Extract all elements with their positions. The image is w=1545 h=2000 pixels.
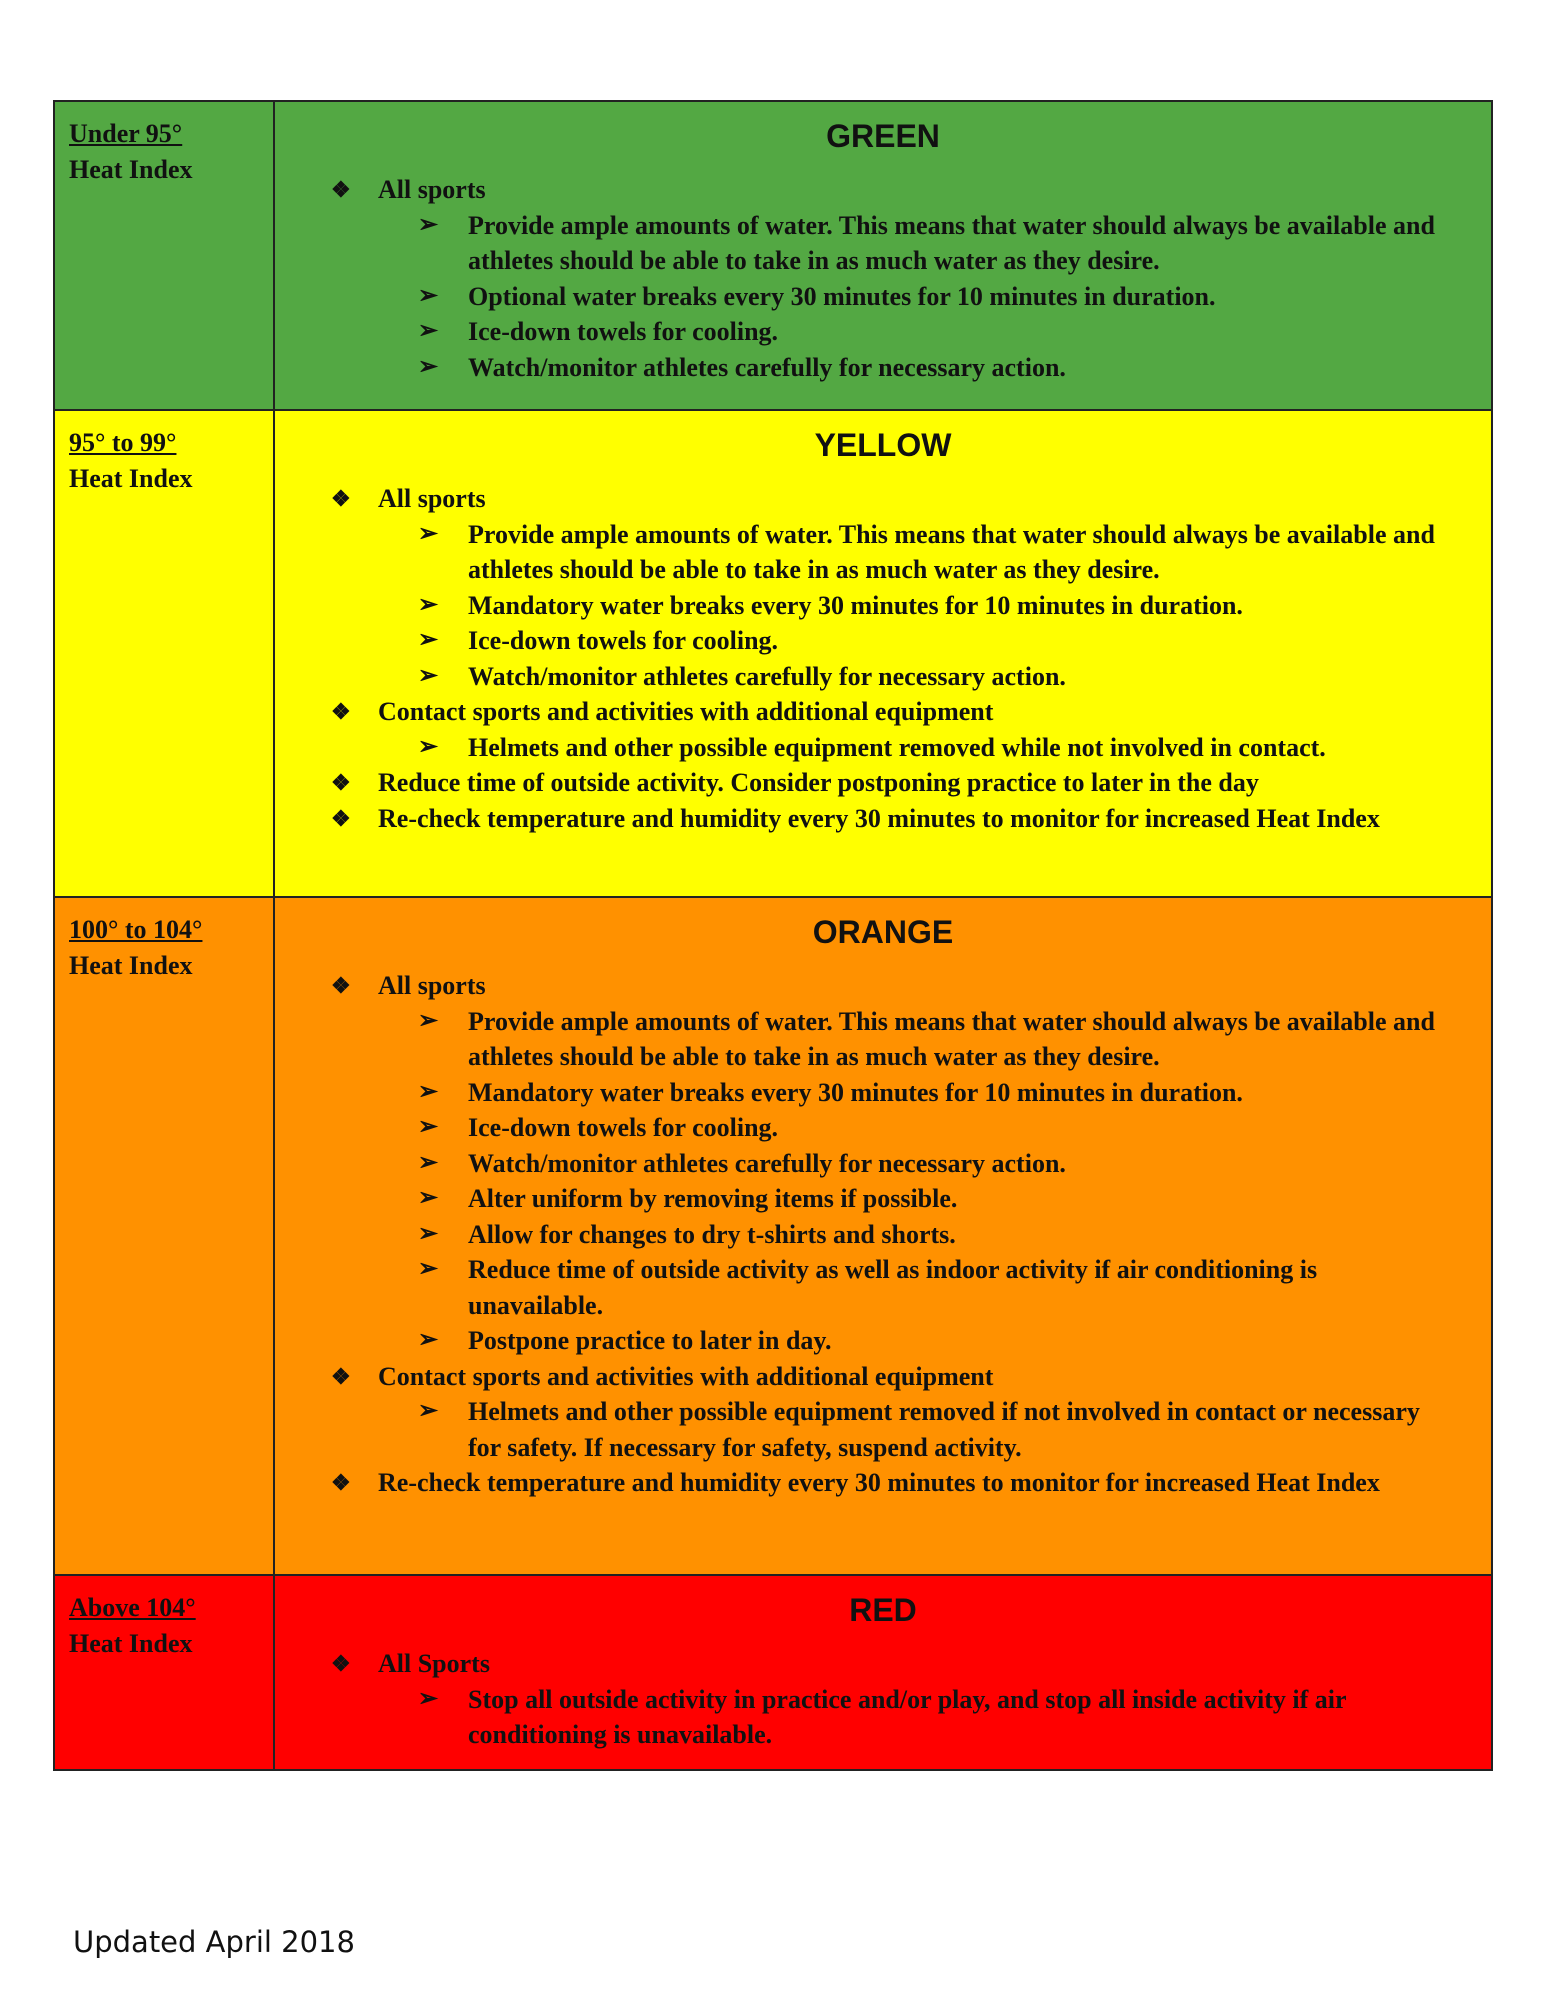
guidance-item — [275, 1217, 1451, 1253]
level-title: YELLOW — [814, 427, 952, 463]
arrowhead-bullet-icon: ➢ — [418, 353, 439, 380]
heat-range-cell — [54, 1575, 274, 1770]
arrowhead-bullet-icon: ➢ — [418, 1007, 439, 1034]
guidance-item — [275, 1252, 1451, 1323]
guidance-group — [275, 481, 1451, 517]
heat-index-label: Heat Index — [69, 155, 193, 184]
heat-guidance-cell — [274, 1575, 1492, 1770]
arrowhead-bullet-icon: ➢ — [418, 591, 439, 618]
arrowhead-bullet-icon: ➢ — [418, 318, 439, 344]
guidance-list — [275, 952, 1491, 1517]
footer-updated-date: Updated April 2018 — [73, 1925, 355, 1959]
guidance-group-label: Reduce time of outside activity. Consider postponing practice to later in the day — [378, 768, 1259, 797]
heat-guidance-cell — [274, 897, 1492, 1575]
guidance-list — [275, 156, 1491, 401]
level-title: GREEN — [826, 118, 940, 154]
guidance-group-label: Re-check temperature and humidity every 30 minutes to monitor for increased Heat Index — [378, 1468, 1380, 1497]
guidance-item — [275, 350, 1451, 386]
arrowhead-bullet-icon: ➢ — [418, 1185, 439, 1211]
heat-index-label: Heat Index — [69, 464, 193, 493]
arrowhead-bullet-icon: ➢ — [418, 1398, 439, 1424]
level-title: RED — [849, 1592, 917, 1628]
diamond-bullet-icon: ❖ — [331, 770, 351, 795]
diamond-bullet-icon: ❖ — [331, 973, 351, 998]
guidance-item-text: Provide ample amounts of water. This means that water should always be available and athletes should be able to take in as much water as they desire. — [468, 519, 1435, 584]
heat-range-cell — [54, 897, 274, 1575]
guidance-item-text: Optional water breaks every 30 minutes for 10 minutes in duration. — [468, 281, 1216, 311]
heat-index-label: Heat Index — [69, 1629, 193, 1658]
guidance-group — [275, 1646, 1451, 1682]
heat-range-cell — [54, 410, 274, 897]
guidance-item-text: Watch/monitor athletes carefully for necessary action. — [468, 661, 1066, 691]
guidance-group-label: Contact sports and activities with additional equipment — [378, 697, 994, 726]
diamond-bullet-icon: ❖ — [331, 805, 351, 831]
arrowhead-bullet-icon: ➢ — [418, 662, 439, 689]
guidance-group — [275, 172, 1451, 208]
guidance-group-label: Re-check temperature and humidity every 30 minutes to monitor for increased Heat Index — [378, 803, 1380, 833]
diamond-bullet-icon: ❖ — [331, 1363, 351, 1389]
arrowhead-bullet-icon: ➢ — [418, 1327, 439, 1353]
guidance-item — [275, 1181, 1451, 1217]
guidance-item — [275, 1394, 1451, 1465]
heat-level-row-orange — [54, 897, 1492, 1575]
diamond-bullet-icon: ❖ — [331, 1651, 351, 1676]
diamond-bullet-icon: ❖ — [331, 486, 351, 511]
arrowhead-bullet-icon: ➢ — [418, 1149, 439, 1176]
arrowhead-bullet-icon: ➢ — [418, 1220, 439, 1247]
guidance-item-text: Watch/monitor athletes carefully for necessary action. — [468, 352, 1066, 382]
guidance-item-text: Provide ample amounts of water. This means that water should always be available and athletes should be able to take in as much water as they desire. — [468, 210, 1435, 275]
guidance-group — [275, 1359, 1451, 1395]
guidance-group — [275, 694, 1451, 730]
guidance-item — [275, 1004, 1451, 1075]
guidance-item — [275, 730, 1451, 766]
guidance-item-text: Allow for changes to dry t-shirts and shorts. — [468, 1219, 956, 1249]
guidance-item-text: Reduce time of outside activity as well as indoor activity if air conditioning is unavailable. — [468, 1255, 1318, 1320]
guidance-item — [275, 659, 1451, 695]
heat-index-label: Heat Index — [69, 951, 193, 980]
arrowhead-bullet-icon: ➢ — [418, 733, 439, 760]
guidance-group-label: All Sports — [378, 1649, 490, 1678]
guidance-item-text: Ice-down towels for cooling. — [468, 1113, 779, 1142]
guidance-group — [275, 765, 1451, 801]
guidance-item — [275, 517, 1451, 588]
arrowhead-bullet-icon: ➢ — [418, 1078, 439, 1105]
heat-range-label: Under 95° — [69, 119, 183, 148]
guidance-item — [275, 1682, 1451, 1753]
guidance-item-text: Mandatory water breaks every 30 minutes for 10 minutes in duration. — [468, 1077, 1243, 1107]
guidance-item-text: Helmets and other possible equipment removed if not involved in contact or necessary for safety. If necessary for safety, suspend activity. — [468, 1397, 1420, 1462]
heat-level-row-yellow — [54, 410, 1492, 897]
guidance-group — [275, 968, 1451, 1004]
guidance-item-text: Provide ample amounts of water. This means that water should always be available and athletes should be able to take in as much water as they desire. — [468, 1006, 1435, 1071]
guidance-group-label: Contact sports and activities with additional equipment — [378, 1361, 994, 1391]
guidance-item — [275, 588, 1451, 624]
guidance-item — [275, 1075, 1451, 1111]
guidance-item-text: Helmets and other possible equipment removed while not involved in contact. — [468, 732, 1326, 762]
guidance-list — [275, 465, 1491, 852]
heat-level-row-green — [54, 101, 1492, 410]
heat-index-table — [53, 100, 1493, 1771]
heat-guidance-cell — [274, 410, 1492, 897]
guidance-item — [275, 1110, 1451, 1146]
heat-range-label: 100° to 104° — [69, 915, 203, 944]
guidance-item-text: Postpone practice to later in day. — [468, 1326, 832, 1355]
heat-range-label: 95° to 99° — [69, 428, 177, 457]
arrowhead-bullet-icon: ➢ — [418, 282, 439, 309]
diamond-bullet-icon: ❖ — [331, 1470, 351, 1495]
arrowhead-bullet-icon: ➢ — [418, 520, 439, 547]
guidance-item-text: Watch/monitor athletes carefully for necessary action. — [468, 1148, 1066, 1178]
guidance-item — [275, 279, 1451, 315]
guidance-group-label: All sports — [378, 484, 486, 513]
arrowhead-bullet-icon: ➢ — [418, 627, 439, 653]
arrowhead-bullet-icon: ➢ — [418, 1685, 439, 1712]
guidance-item — [275, 208, 1451, 279]
heat-guidance-cell — [274, 101, 1492, 410]
level-title: ORANGE — [812, 914, 954, 950]
guidance-item — [275, 314, 1451, 350]
guidance-group-label: All sports — [378, 175, 486, 204]
guidance-item-text: Ice-down towels for cooling. — [468, 317, 779, 346]
guidance-item — [275, 1323, 1451, 1359]
heat-range-cell — [54, 101, 274, 410]
guidance-list — [275, 1630, 1491, 1769]
guidance-item-text: Mandatory water breaks every 30 minutes for 10 minutes in duration. — [468, 590, 1243, 620]
guidance-item — [275, 1146, 1451, 1182]
heat-index-table-body — [54, 101, 1492, 1770]
guidance-item — [275, 623, 1451, 659]
arrowhead-bullet-icon: ➢ — [418, 211, 439, 238]
arrowhead-bullet-icon: ➢ — [418, 1114, 439, 1140]
guidance-item-text: Ice-down towels for cooling. — [468, 626, 779, 655]
guidance-group — [275, 1465, 1451, 1501]
diamond-bullet-icon: ❖ — [331, 699, 351, 724]
guidance-item-text: Alter uniform by removing items if possible. — [468, 1184, 958, 1213]
diamond-bullet-icon: ❖ — [331, 177, 351, 202]
arrowhead-bullet-icon: ➢ — [418, 1256, 439, 1282]
heat-level-row-red — [54, 1575, 1492, 1770]
guidance-item-text: Stop all outside activity in practice and/or play, and stop all inside activity if air conditioning is unavailable. — [468, 1684, 1347, 1749]
heat-range-label: Above 104° — [69, 1593, 196, 1622]
guidance-group-label: All sports — [378, 971, 486, 1000]
guidance-group — [275, 801, 1451, 837]
